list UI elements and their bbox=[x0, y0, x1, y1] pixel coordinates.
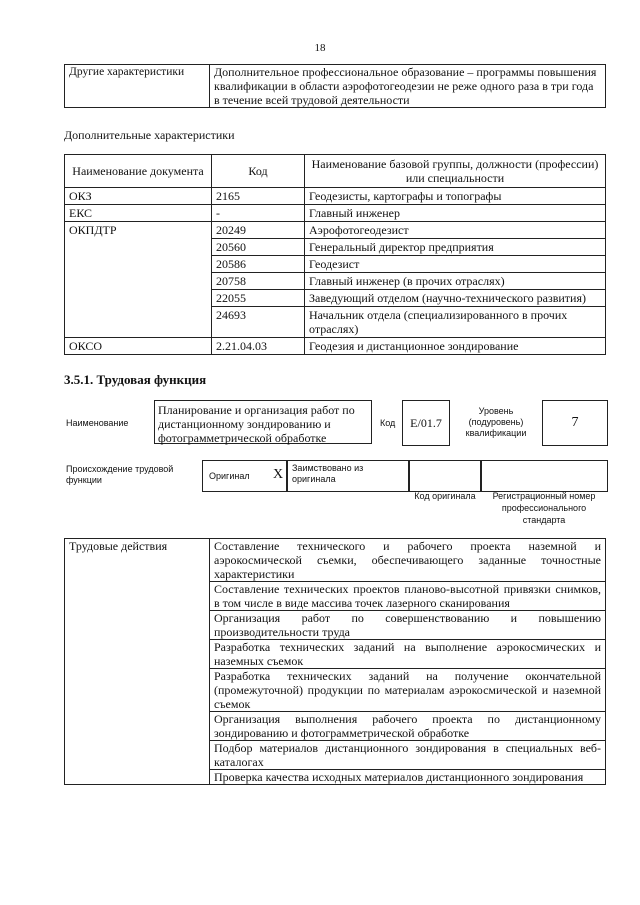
name-okpdtr: Генеральный директор предприятия bbox=[305, 239, 606, 256]
qualification-level-label: Уровень (подуровень) квалификации bbox=[465, 406, 527, 438]
name-okpdtr: Заведующий отделом (научно-технического развития) bbox=[305, 290, 606, 307]
borrowed-label: Заимствовано из оригинала bbox=[292, 463, 364, 484]
name-okpdtr: Главный инженер (в прочих отраслях) bbox=[305, 273, 606, 290]
doc-okpdtr: ОКПДТР bbox=[65, 222, 212, 338]
labor-actions-table bbox=[64, 538, 606, 785]
classifier-table bbox=[64, 154, 606, 355]
header-document: Наименование документа bbox=[65, 155, 212, 188]
doc-okso: ОКСО bbox=[65, 338, 212, 355]
code-okpdtr: 20586 bbox=[212, 256, 305, 273]
table-row bbox=[65, 222, 606, 239]
code-original-label: Код оригинала bbox=[414, 491, 476, 501]
labor-action-item: Разработка технических заданий на получение окончательной (промежуточной) продукции по материалам аэрокосмической и наземной съемок bbox=[210, 669, 606, 712]
function-code-label: Код bbox=[380, 418, 396, 428]
other-characteristics-table bbox=[64, 64, 606, 108]
additional-characteristics-caption: Дополнительные характеристики bbox=[64, 128, 235, 142]
code-okpdtr: 20758 bbox=[212, 273, 305, 290]
labor-action-item: Организация выполнения рабочего проекта по дистанционному зондированию и фотограмметрической обработке bbox=[210, 712, 606, 741]
name-eks: Главный инженер bbox=[305, 205, 606, 222]
reg-number-cell bbox=[480, 460, 608, 492]
code-okpdtr: 20249 bbox=[212, 222, 305, 239]
labor-actions-label: Трудовые действия bbox=[65, 539, 210, 785]
original-mark: X bbox=[273, 467, 284, 482]
origin-original-cell bbox=[202, 460, 288, 492]
labor-action-item: Организация работ по совершенствованию и повышению производительности труда bbox=[210, 611, 606, 640]
header-name: Наименование базовой группы, должности (профессии) или специальности bbox=[305, 155, 606, 188]
original-label: Оригинал bbox=[209, 471, 250, 481]
other-characteristics-label: Другие характеристики bbox=[65, 65, 210, 108]
table-row bbox=[65, 539, 606, 582]
labor-action-item: Проверка качества исходных материалов дистанционного зондирования bbox=[210, 770, 606, 785]
function-code: E/01.7 bbox=[402, 400, 450, 446]
table-row bbox=[65, 188, 606, 205]
code-okpdtr: 20560 bbox=[212, 239, 305, 256]
page-number: 18 bbox=[314, 42, 326, 54]
origin-borrowed-cell bbox=[286, 460, 410, 492]
code-okpdtr: 24693 bbox=[212, 307, 305, 338]
code-eks: - bbox=[212, 205, 305, 222]
labor-action-item: Составление технических проектов планово-высотной привязки снимков, в том числе в виде массива точек лазерного сканирования bbox=[210, 582, 606, 611]
name-okso: Геодезия и дистанционное зондирование bbox=[305, 338, 606, 355]
labor-action-item: Составление технического и рабочего проекта наземной и аэрокосмической съемки, обеспечивающего заданные точностные характеристики bbox=[210, 539, 606, 582]
function-name-label: Наименование bbox=[66, 418, 129, 428]
qualification-level: 7 bbox=[542, 400, 608, 446]
reg-number-label: Регистрационный номер профессионального стандарта bbox=[492, 491, 596, 525]
table-row bbox=[65, 338, 606, 355]
origin-label: Происхождение трудовой функции bbox=[66, 464, 174, 485]
code-okz: 2165 bbox=[212, 188, 305, 205]
name-okz: Геодезисты, картографы и топографы bbox=[305, 188, 606, 205]
code-okpdtr: 22055 bbox=[212, 290, 305, 307]
name-okpdtr: Начальник отдела (специализированного в прочих отраслях) bbox=[305, 307, 606, 338]
labor-action-item: Подбор материалов дистанционного зондирования в специальных веб-каталогах bbox=[210, 741, 606, 770]
other-characteristics-value: Дополнительное профессиональное образование – программы повышения квалификации в области аэрофотогеодезии не реже одного раза в три года в течение всей трудовой деятельности bbox=[210, 65, 606, 108]
section-title: 3.5.1. Трудовая функция bbox=[64, 372, 207, 387]
function-name: Планирование и организация работ по дистанционному зондированию и фотограмметрической обработке bbox=[154, 400, 372, 444]
code-okso: 2.21.04.03 bbox=[212, 338, 305, 355]
name-okpdtr: Геодезист bbox=[305, 256, 606, 273]
labor-action-item: Разработка технических заданий на выполнение аэрокосмических и наземных съемок bbox=[210, 640, 606, 669]
code-original-cell bbox=[408, 460, 482, 492]
doc-okz: ОКЗ bbox=[65, 188, 212, 205]
name-okpdtr: Аэрофотогеодезист bbox=[305, 222, 606, 239]
table-row bbox=[65, 205, 606, 222]
header-code: Код bbox=[212, 155, 305, 188]
doc-eks: ЕКС bbox=[65, 205, 212, 222]
